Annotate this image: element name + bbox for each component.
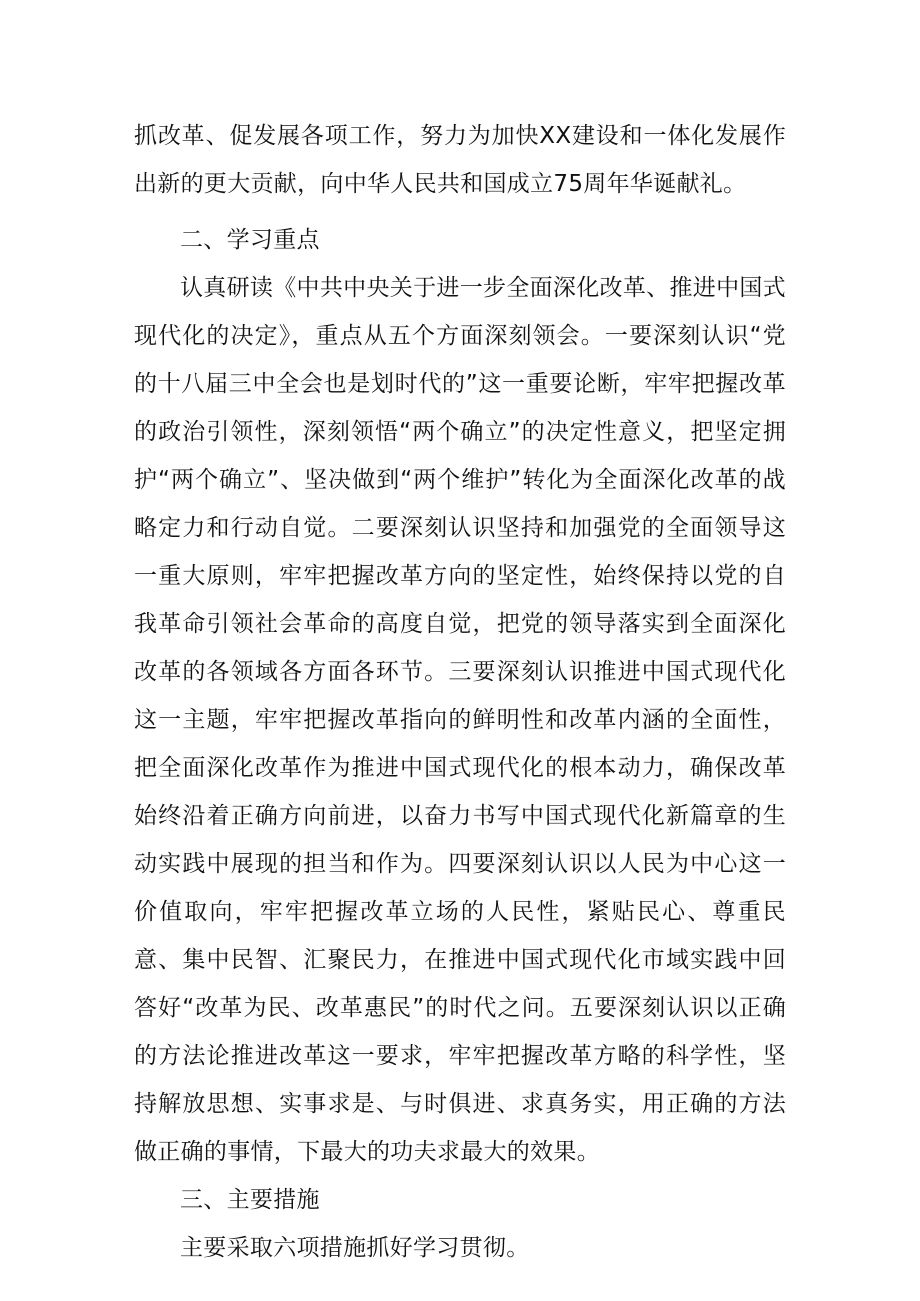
document-body: [134, 112, 786, 1272]
section-heading-study-focus: 二、学习重点: [180, 227, 320, 253]
paragraph-intro-continuation: 抓改革、促发展各项工作，努力为加快XX建设和一体化发展作出新的更大贡献，向中华人民共和国成立75周年华诞献礼。: [134, 123, 786, 197]
paragraph-study-focus: 认真研读《中共中央关于进一步全面深化改革、推进中国式现代化的决定》，重点从五个方面深刻领会。一要深刻认识“党的十八届三中全会也是划时代的”这一重要论断，牢牢把握改革的政治引领性，深刻领悟“两个确立”的决定性意义，把坚定拥护“两个确立”、坚决做到“两个维护”转化为全面深化改革的战略定力和行动自觉。二要深刻认识坚持和加强党的全面领导这一重大原则，牢牢把握改革方向的坚定性，始终保持以党的自我革命引领社会革命的高度自觉，把党的领导落实到全面深化改革的各领域各方面各环节。三要深刻认识推进中国式现代化这一主题，牢牢把握改革指向的鲜明性和改革内涵的全面性，把全面深化改革作为推进中国式现代化的根本动力，确保改革始终沿着正确方向前进，以奋力书写中国式现代化新篇章的生动实践中展现的担当和作为。四要深刻认识以人民为中心这一价值取向，牢牢把握改革立场的人民性，紧贴民心、尊重民意、集中民智、汇聚民力，在推进中国式现代化市域实践中回答好“改革为民、改革惠民”的时代之问。五要深刻认识以正确的方法论推进改革这一要求，牢牢把握改革方略的科学性，坚持解放思想、实事求是、与时俱进、求真务实，用正确的方法做正确的事情，下最大的功夫求最大的效果。: [134, 275, 786, 1165]
paragraph-gap: [134, 208, 786, 216]
paragraph-measures-intro: 主要采取六项措施抓好学习贯彻。: [180, 1235, 530, 1261]
section-heading-main-measures: 三、主要措施: [180, 1187, 320, 1213]
